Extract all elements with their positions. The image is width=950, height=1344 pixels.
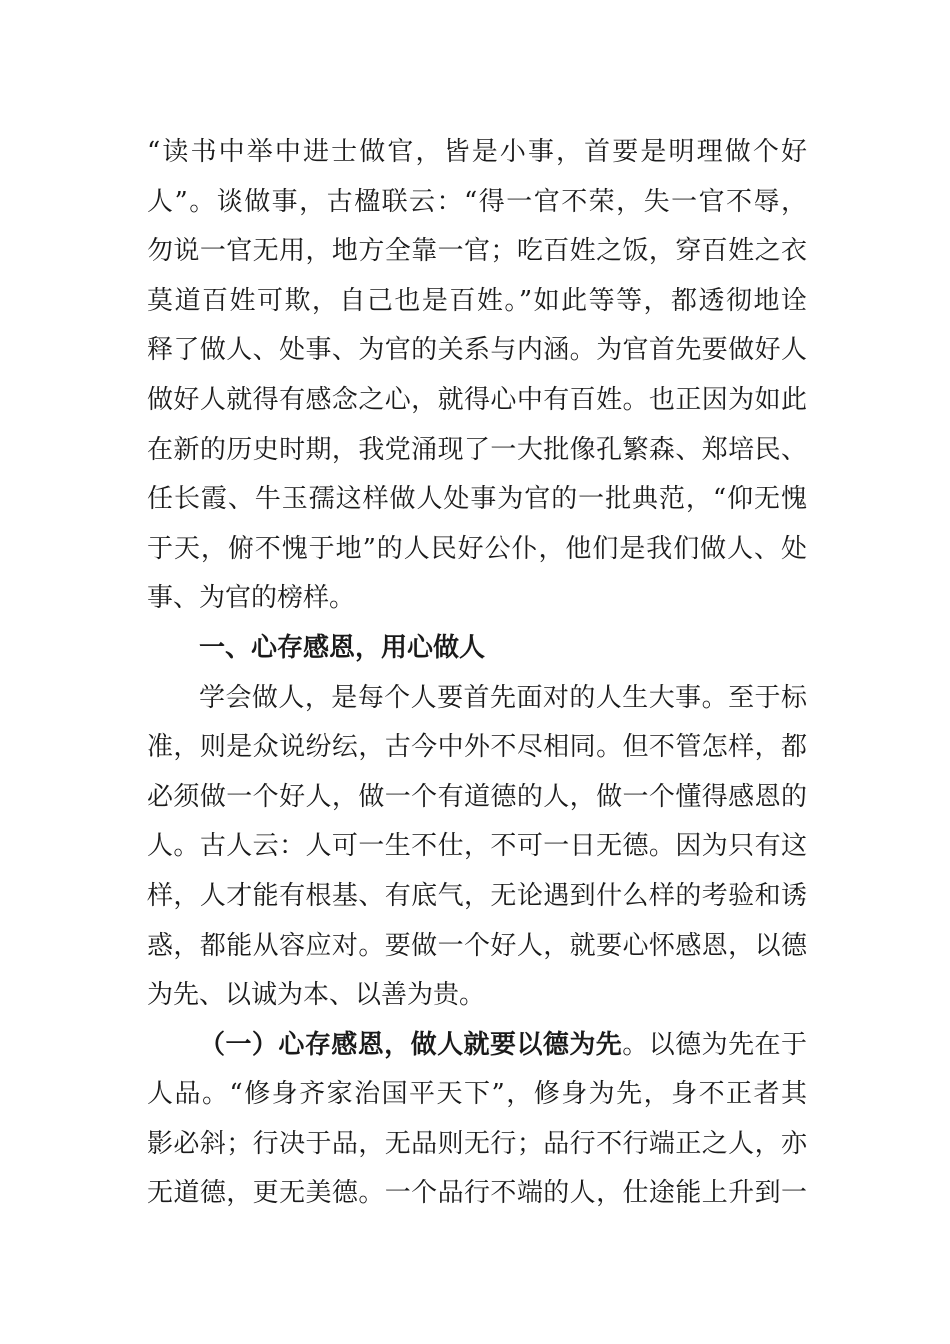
- text-line: 为先、以诚为本、以善为贵。: [147, 980, 486, 1011]
- subsection-text: 。以德为先在于: [622, 1029, 807, 1060]
- subsection-heading: （一）心存感恩，做人就要以德为先: [199, 1029, 623, 1060]
- section-heading: 一、心存感恩，用心做人: [199, 632, 486, 663]
- text-line: “读书中举中进士做官，皆是小事，首要是明理做个好: [147, 137, 807, 167]
- text-line: 样，人才能有根基、有底气，无论遇到什么样的考验和诱: [147, 880, 807, 911]
- subsection-line: [147, 1021, 807, 1071]
- text-line: 在新的历史时期，我党涌现了一大批像孔繁森、郑培民、: [147, 434, 807, 465]
- text-line: 于天，俯不愧于地”的人民好公仆，他们是我们做人、处: [147, 533, 807, 564]
- text-line: 人”。谈做事，古楹联云：“得一官不荣，失一官不辱，: [147, 186, 807, 217]
- text-line: 无道德，更无美德。一个品行不端的人，仕途能上升到一: [147, 1178, 807, 1209]
- text-line: 影必斜；行决于品，无品则无行；品行不行端正之人，亦: [147, 1128, 807, 1159]
- text-line: 惑，都能从容应对。要做一个好人，就要心怀感恩，以德: [147, 930, 807, 961]
- text-line: 准，则是众说纷纭，古今中外不尽相同。但不管怎样，都: [147, 732, 807, 763]
- text-line: 必须做一个好人，做一个有道德的人，做一个懂得感恩的: [147, 781, 807, 812]
- body-text: [147, 128, 807, 1219]
- text-line: 任长霞、牛玉孺这样做人处事为官的一批典范，“仰无愧: [147, 484, 807, 515]
- text-line: 释了做人、处事、为官的关系与内涵。为官首先要做好人: [147, 335, 807, 366]
- text-line: 事、为官的榜样。: [147, 583, 356, 614]
- text-line: 人品。“修身齐家治国平天下”，修身为先，身不正者其: [147, 1079, 807, 1110]
- text-line: 勿说一官无用，地方全靠一官；吃百姓之饭，穿百姓之衣: [147, 236, 807, 267]
- text-line: 学会做人，是每个人要首先面对的人生大事。至于标: [199, 682, 807, 713]
- text-line: 莫道百姓可欺，自己也是百姓。”如此等等，都透彻地诠: [147, 285, 807, 316]
- text-line: 做好人就得有感念之心，就得心中有百姓。也正因为如此: [147, 384, 807, 415]
- text-line: 人。古人云：人可一生不仕，不可一日无德。因为只有这: [147, 831, 807, 862]
